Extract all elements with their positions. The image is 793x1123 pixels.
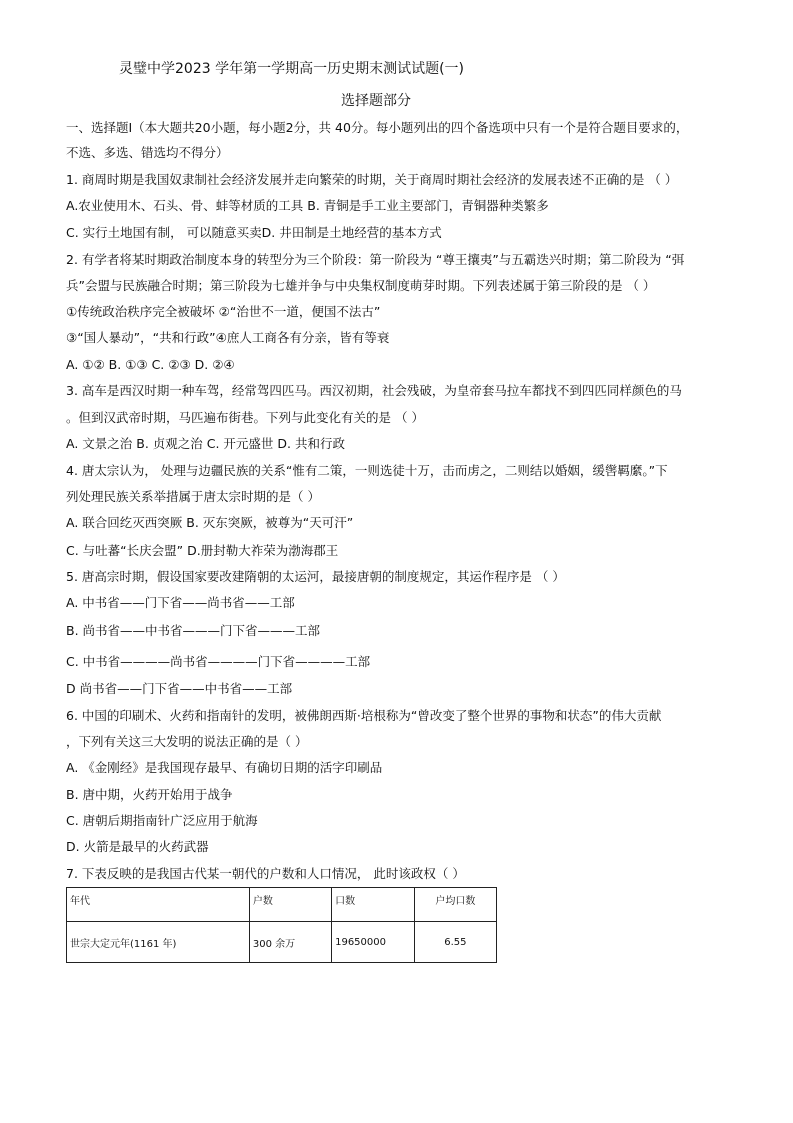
text-line: 2. 有学者将某时期政治制度本身的转型分为三个阶段：第一阶段为 “尊王攘夷”与五霸迭兴时期；第二阶段为 “弭 (66, 252, 685, 267)
text-line: D. 火箭是最早的火药武器 (66, 839, 209, 854)
table-row (67, 922, 497, 963)
text-line: ，下列有关这三大发明的说法正确的是（ ） (66, 734, 308, 749)
population-table (66, 887, 497, 963)
text-line: A. 联合回纥灭西突厥 B. 灭东突厥，被尊为“天可汗” (66, 515, 354, 530)
text-line: C. 中书省————尚书省————门下省————工部 (66, 654, 371, 669)
text-line: ①传统政治秩序完全被破坏 ②“治世不一道，便国不法古” (66, 304, 381, 319)
table-cell: 19650000 (332, 922, 415, 963)
text-line: 一、选择题Ⅰ（本大题共20小题，每小题2分，共 40分。每小题列出的四个备选项中只有一个是符合题目要求的， (66, 120, 689, 135)
text-line: A. 《金刚经》是我国现存最早、有确切日期的活字印刷品 (66, 760, 383, 775)
text-line: D 尚书省——门下省——中书省——工部 (66, 681, 293, 696)
table-header-cell: 户均口数 (414, 888, 496, 922)
text-line: 1. 商周时期是我国奴隶制社会经济发展并走向繁荣的时期，关于商周时期社会经济的发展表述不正确的是 （ ） (66, 172, 678, 187)
table-cell: 300 余万 (249, 922, 331, 963)
exam-title: 灵璧中学2023 学年第一学期高一历史期末测试试题(一) (119, 61, 465, 77)
text-line: C. 实行土地国有制， 可以随意买卖D. 井田制是土地经营的基本方式 (66, 225, 442, 240)
text-line: 6. 中国的印刷术、火药和指南针的发明，被佛朗西斯·培根称为“曾改变了整个世界的事物和状态”的伟大贡献 (66, 708, 662, 723)
text-line: A.农业使用木、石头、骨、蚌等材质的工具 B. 青铜是手工业主要部门，青铜器种类繁多 (66, 198, 549, 213)
text-line: B. 尚书省——中书省———门下省———工部 (66, 623, 321, 638)
text-line: C. 唐朝后期指南针广泛应用于航海 (66, 813, 258, 828)
text-line: C. 与吐蕃“长庆会盟” D.册封勒大祚荣为渤海郡王 (66, 543, 339, 558)
text-line: ③“国人暴动”，“共和行政”④庶人工商各有分亲，皆有等衰 (66, 330, 390, 345)
text-line: 4. 唐太宗认为， 处理与边疆民族的关系“惟有二策，一则选徒十万，击而虏之，二则结以婚姻，缓辔羁縻。”下 (66, 463, 668, 478)
text-line: 兵”会盟与民族融合时期；第三阶段为七雄并争与中央集权制度萌芽时期。下列表述属于第三阶段的是 （ ） (66, 278, 656, 293)
text-line: 3. 高车是西汉时期一种车驾，经常驾四匹马。西汉初期，社会残破，为皇帝套马拉车都找不到四匹同样颜色的马 (66, 383, 682, 398)
text-line: B. 唐中期，火药开始用于战争 (66, 787, 233, 802)
table-header-cell: 口数 (332, 888, 415, 922)
text-line: A. 中书省——门下省——尚书省——工部 (66, 595, 295, 610)
table-header-row (67, 888, 497, 922)
text-line: A. ①② B. ①③ C. ②③ D. ②④ (66, 357, 235, 372)
table-header-cell: 年代 (67, 888, 250, 922)
text-line: 不选、多选、错选均不得分） (66, 145, 229, 160)
table-header-cell: 户数 (249, 888, 331, 922)
text-line: 。但到汉武帝时期，马匹遍布街巷。下列与此变化有关的是 （ ） (66, 410, 424, 425)
text-line: 列处理民族关系举措属于唐太宗时期的是（ ） (66, 489, 320, 504)
text-line: A. 文景之治 B. 贞观之治 C. 开元盛世 D. 共和行政 (66, 436, 345, 451)
table-cell: 世宗大定元年(1161 年) (67, 922, 250, 963)
section-heading: 选择题部分 (341, 93, 411, 109)
table-cell: 6.55 (414, 922, 496, 963)
text-line: 5. 唐高宗时期，假设国家要改建隋朝的太运河，最接唐朝的制度规定，其运作程序是 （ ） (66, 569, 565, 584)
text-line: 7. 下表反映的是我国古代某一朝代的户数和人口情况， 此时该政权（ ） (66, 866, 465, 881)
